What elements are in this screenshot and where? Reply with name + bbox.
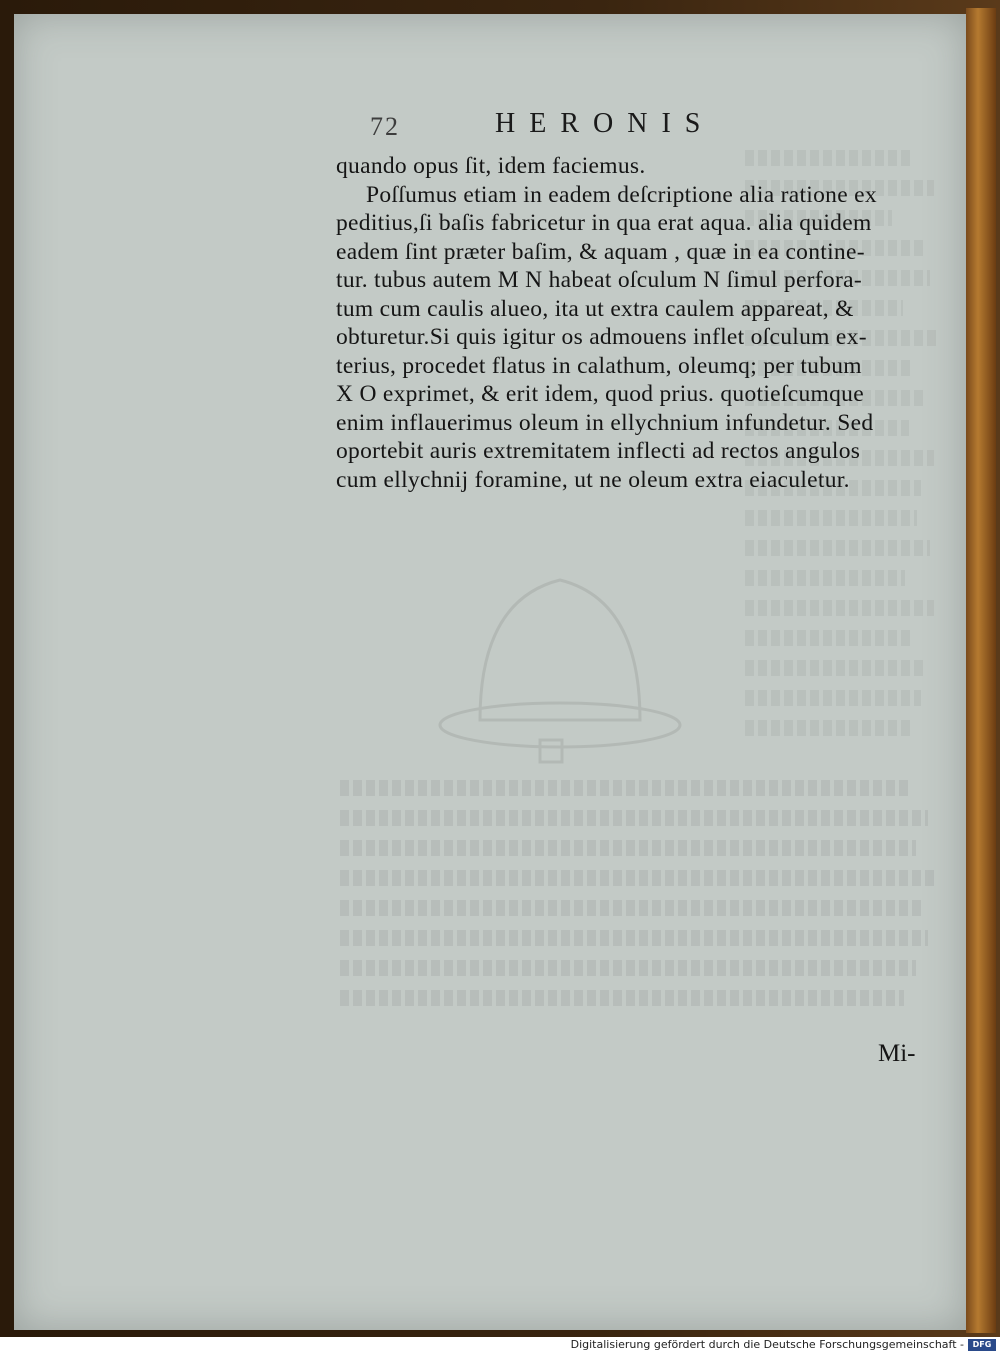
text-line: quando opus ſit, idem faciemus. bbox=[336, 153, 646, 179]
body-text bbox=[336, 152, 948, 494]
show-through-figure bbox=[420, 540, 700, 770]
footer-bar bbox=[0, 1337, 1000, 1353]
text-line: X O exprimet, & erit idem, quod prius. quotieſcumque bbox=[336, 381, 864, 407]
catchword: Mi- bbox=[878, 1040, 916, 1067]
text-line: tur. tubus autem M N habeat oſculum N ſimul perfora- bbox=[336, 267, 862, 293]
text-line: obturetur.Si quis igitur os admouens inflet oſculum ex- bbox=[336, 324, 867, 350]
text-line: oportebit auris extremitatem inflecti ad rectos angulos bbox=[336, 438, 861, 464]
text-line: eadem ſint præter baſim, & aquam , quæ in ea contine- bbox=[336, 238, 865, 265]
text-line: peditius,ſi baſis fabricetur in qua erat aqua. alia quidem bbox=[336, 210, 872, 236]
show-through-text bbox=[340, 780, 940, 1040]
text-line: cum ellychnij foramine, ut ne oleum extra eiaculetur. bbox=[336, 466, 850, 493]
text-line: enim inflauerimus oleum in ellychnium infundetur. Sed bbox=[336, 409, 874, 436]
text-line: terius, procedet flatus in calathum, oleumq; per tubum bbox=[336, 352, 862, 379]
funding-credit: Digitalisierung gefördert durch die Deutsche Forschungsgemeinschaft - bbox=[570, 1338, 964, 1351]
dfg-logo: DFG bbox=[968, 1339, 996, 1351]
page-number: 72 bbox=[370, 112, 400, 141]
text-line: tum cum caulis alueo, ita ut extra caulem appareat, & bbox=[336, 295, 854, 322]
running-head: HERONIS bbox=[495, 108, 715, 139]
book-spine-edge bbox=[966, 8, 996, 1333]
text-line: Poſſumus etiam in eadem deſcriptione alia ratione ex bbox=[366, 181, 877, 208]
page-header bbox=[370, 108, 790, 148]
